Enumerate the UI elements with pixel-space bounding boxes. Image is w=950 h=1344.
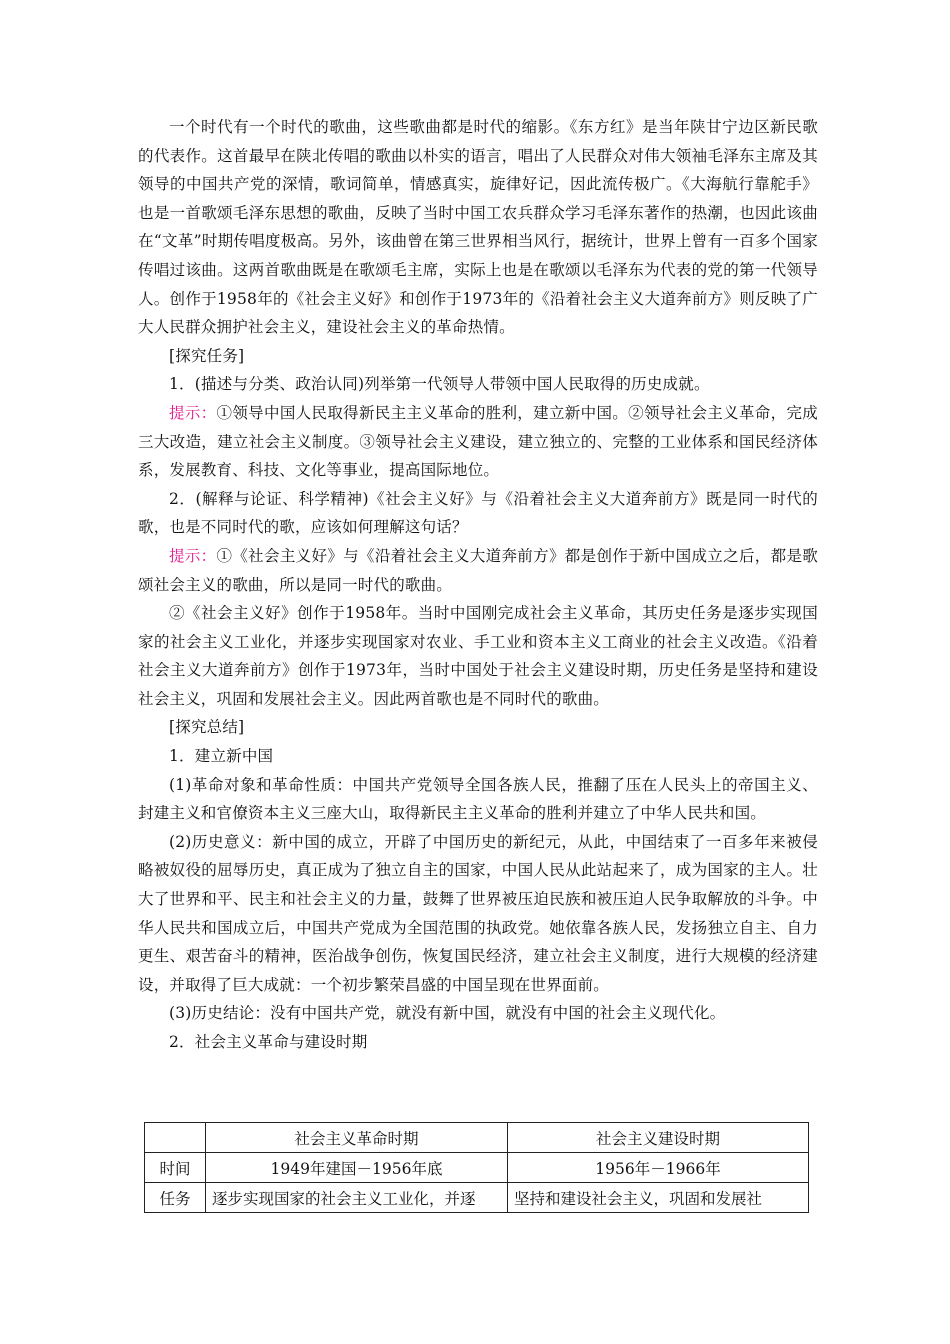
answer-1-text: ①领导中国人民取得新民主主义革命的胜利，建立新中国。②领导社会主义革命，完成三大改造，建立社会主义制度。③领导社会主义建设，建立独立的、完整的工业体系和国民经济体系，发展教育、科技、文化等事业，提高国际地位。	[138, 403, 818, 480]
answer-2a	[138, 542, 818, 599]
table-cell: 坚持和建设社会主义，巩固和发展社	[508, 1183, 809, 1213]
question-1: 1．(描述与分类、政治认同)列举第一代领导人带领中国人民取得的历史成就。	[169, 375, 710, 394]
section-heading-summary: [探究总结]	[169, 718, 245, 737]
summary-1-2: (2)历史意义：新中国的成立，开辟了中国历史的新纪元，从此，中国结束了一百多年来被侵略被奴役的屈辱历史，真正成为了独立自主的国家，中国人民从此站起来了，成为国家的主人。壮大了世界和平、民主和社会主义的力量，鼓舞了世界被压迫民族和被压迫人民争取解放的斗争。中华人民共和国成立后，中国共产党成为全国范围的执政党。她依靠各族人民，发扬独立自主、自力更生、艰苦奋斗的精神，医治战争创伤，恢复国民经济，建立社会主义制度，进行大规模的经济建设，并取得了巨大成就：一个初步繁荣昌盛的中国呈现在世界面前。	[138, 832, 818, 994]
table-header-cell: 社会主义革命时期	[206, 1123, 508, 1153]
table-cell: 1949年建国－1956年底	[206, 1153, 508, 1183]
summary-2-heading: 2．社会主义革命与建设时期	[169, 1033, 368, 1051]
intro-paragraph: 一个时代有一个时代的歌曲，这些歌曲都是时代的缩影。《东方红》是当年陕甘宁边区新民歌的代表作。这首最早在陕北传唱的歌曲以朴实的语言，唱出了人民群众对伟大领袖毛泽东主席及其领导的中国共产党的深情，歌词简单，情感真实，旋律好记，因此流传极广。《大海航行靠舵手》也是一首歌颂毛泽东思想的歌曲，反映了当时中国工农兵群众学习毛泽东著作的热潮，也因此该曲在“文革”时期传唱度极高。另外，该曲曾在第三世界相当风行，据统计，世界上曾有一百多个国家传唱过该曲。这两首歌曲既是在歌颂毛主席，实际上也是在歌颂以毛泽东为代表的党的第一代领导人。创作于1958年的《社会主义好》和创作于1973年的《沿着社会主义大道奔前方》则反映了广大人民群众拥护社会主义，建设社会主义的革命热情。	[138, 118, 818, 337]
answer-2a-text: ①《社会主义好》与《沿着社会主义大道奔前方》都是创作于新中国成立之后，都是歌颂社会主义的歌曲，所以是同一时代的歌曲。	[138, 546, 818, 594]
period-comparison-table	[144, 1122, 809, 1213]
tip-label: 提示：	[169, 546, 217, 565]
section-heading-task: [探究任务]	[169, 346, 245, 365]
table-header-cell: 社会主义建设时期	[508, 1123, 809, 1153]
summary-1-3: (3)历史结论：没有中国共产党，就没有新中国，就没有中国的社会主义现代化。	[169, 1004, 726, 1023]
answer-2b: ②《社会主义好》创作于1958年。当时中国刚完成社会主义革命，其历史任务是逐步实现国家的社会主义工业化，并逐步实现国家对农业、手工业和资本主义工商业的社会主义改造。《沿着社会主义大道奔前方》创作于1973年，当时中国处于社会主义建设时期，历史任务是坚持和建设社会主义，巩固和发展社会主义。因此两首歌也是不同时代的歌曲。	[138, 604, 818, 708]
summary-1-1: (1)革命对象和革命性质：中国共产党领导全国各族人民，推翻了压在人民头上的帝国主义、封建主义和官僚资本主义三座大山，取得新民主主义革命的胜利并建立了中华人民共和国。	[138, 775, 818, 823]
table-row	[145, 1153, 809, 1183]
question-2: 2．(解释与论证、科学精神)《社会主义好》与《沿着社会主义大道奔前方》既是同一时代的歌，也是不同时代的歌，应该如何理解这句话？	[138, 489, 818, 537]
table-cell: 1956年－1966年	[508, 1153, 809, 1183]
table-header-row	[145, 1123, 809, 1153]
table-header-cell	[145, 1123, 206, 1153]
table-row	[145, 1183, 809, 1213]
summary-1-heading: 1．建立新中国	[169, 747, 274, 766]
table-cell: 时间	[145, 1153, 206, 1183]
document-body	[138, 113, 818, 1057]
table-cell: 任务	[145, 1183, 206, 1213]
answer-1	[138, 399, 818, 485]
table-cell: 逐步实现国家的社会主义工业化，并逐	[206, 1183, 508, 1213]
tip-label: 提示：	[169, 403, 217, 422]
